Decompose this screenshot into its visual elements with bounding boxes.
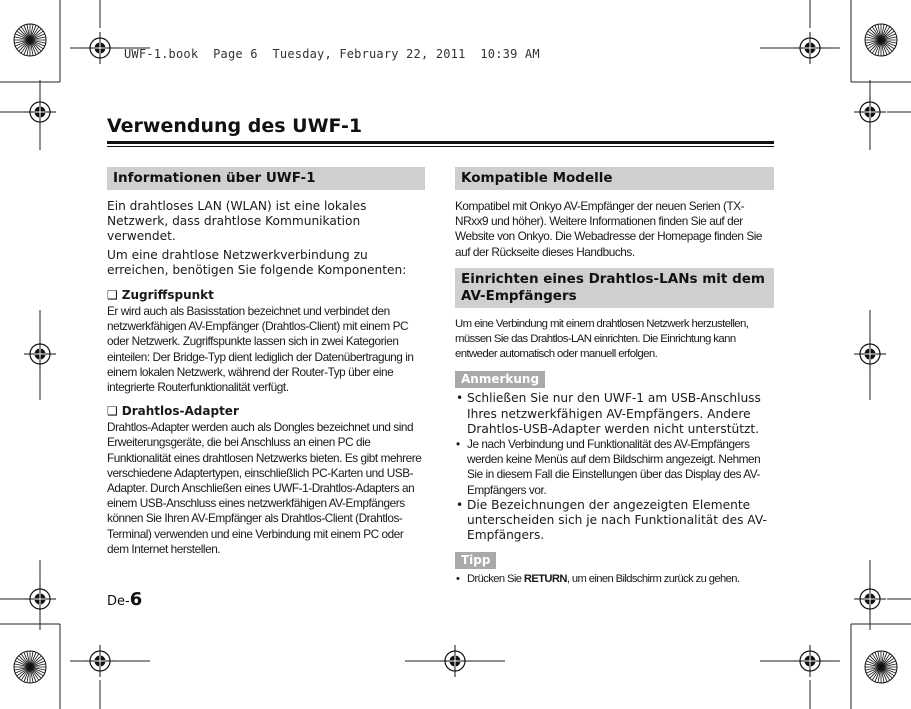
subheading-label: Drahtlos-Adapter [121,404,239,419]
list-item: • Die Bezeichnungen der angezeigten Elemente unterscheiden sich je nach Funktionalität des AV-Empfängers. [456,497,767,543]
section-heading-setup: Einrichten eines Drahtlos-LANs mit dem AV-Empfängers [455,268,774,308]
paragraph-compatible: Kompatibel mit Onkyo AV-Empfänger der neuen Serien (TX-NRxx9 und höher). Weitere Informationen finden Sie auf der Website von Onkyo. Die Webadresse der Homepage finden Sie auf der Rückseite dieses Handbuchs. [455,199,763,259]
page-number: De-6 [107,589,143,610]
paragraph-setup: Um eine Verbindung mit einem drahtlosen Netzwerk herzustellen, müssen Sie das Drahtlos-LAN einrichten. Die Einrichtung kann entweder automatisch oder manuell erfolgen. [455,317,749,361]
paragraph-wireless-adapter: Drahtlos-Adapter werden auch als Dongles bezeichnet und sind Erweiterungsgeräte, die bei Anschluss an einen PC die Funktionalität eines drahtlosen Netzwerks bieten. Es gibt mehrere verschiedene Adaptertypen, einschließlich PC-Karten und USB-Adapter. Durch Anschließen eines UWF-1-Drahtlos-Adapters an einem USB-Anschluss eines netzwerkfähigen AV-Empfängers können Sie Ihren AV-Empfänger als Drahtlos-Client (Drahtlos-Terminal) verwenden und eine Verbindung mit einem PC oder dem Internet herstellen. [107,420,422,556]
subheading-wireless-adapter [107,404,425,418]
right-column [455,167,774,588]
note-label: Anmerkung [455,371,545,388]
subheading-access-point [107,288,425,302]
list-item: • Drücken Sie RETURN, um einen Bildschirm zurück zu gehen. [456,573,740,586]
paragraph-access-point: Er wird auch als Basisstation bezeichnet und verbindet den netzwerkfähigen AV-Empfänger (Drahtlos-Client) mit einem PC oder Netzwerk. Zugriffspunkte lassen sich in zwei Kategorien einteilen: Der Bridge-Typ dient lediglich der Datenübertragung in einem lokalen Netzwerk, während der Router-Typ über eine integrierte Routerfunktionalität verfügt. [107,304,414,395]
tip-block [455,549,774,587]
checkbox-square-icon: ❑ [107,404,118,419]
section-heading-compatible: Kompatible Modelle [455,167,774,190]
return-key-label: RETURN [523,573,567,586]
checkbox-square-icon: ❑ [107,288,118,303]
list-item: • Je nach Verbindung und Funktionalität des AV-Empfängers werden keine Menüs auf dem Bildschirm angezeigt. Nehmen Sie in diesem Fall die Einstellungen über das Display des AV-Empfängers vor. [456,437,761,497]
book-header-line: UWF-1.book Page 6 Tuesday, February 22, 2011 10:39 AM [124,47,540,61]
title-rule-thick [107,141,774,144]
tip-label: Tipp [455,552,496,569]
section-heading-info: Informationen über UWF-1 [107,167,425,190]
title-rule-thin [107,146,774,147]
page-title: Verwendung des UWF-1 [107,115,363,137]
paragraph-components: Um eine drahtlose Netzwerkverbindung zu erreichen, benötigen Sie folgende Komponenten: [107,247,407,277]
subheading-label: Zugriffspunkt [121,288,214,303]
paragraph-wlan-intro: Ein drahtloses LAN (WLAN) ist eine lokales Netzwerk, dass drahtlose Kommunikation verwendet. [107,199,367,244]
tip-list [455,572,774,587]
note-list [455,391,774,543]
left-column [107,167,425,557]
note-block [455,368,774,543]
list-item: • Schließen Sie nur den UWF-1 am USB-Anschluss Ihres netzwerkfähigen AV-Empfängers. Andere Drahtlos-USB-Adapter werden nicht unterstützt. [456,391,761,436]
